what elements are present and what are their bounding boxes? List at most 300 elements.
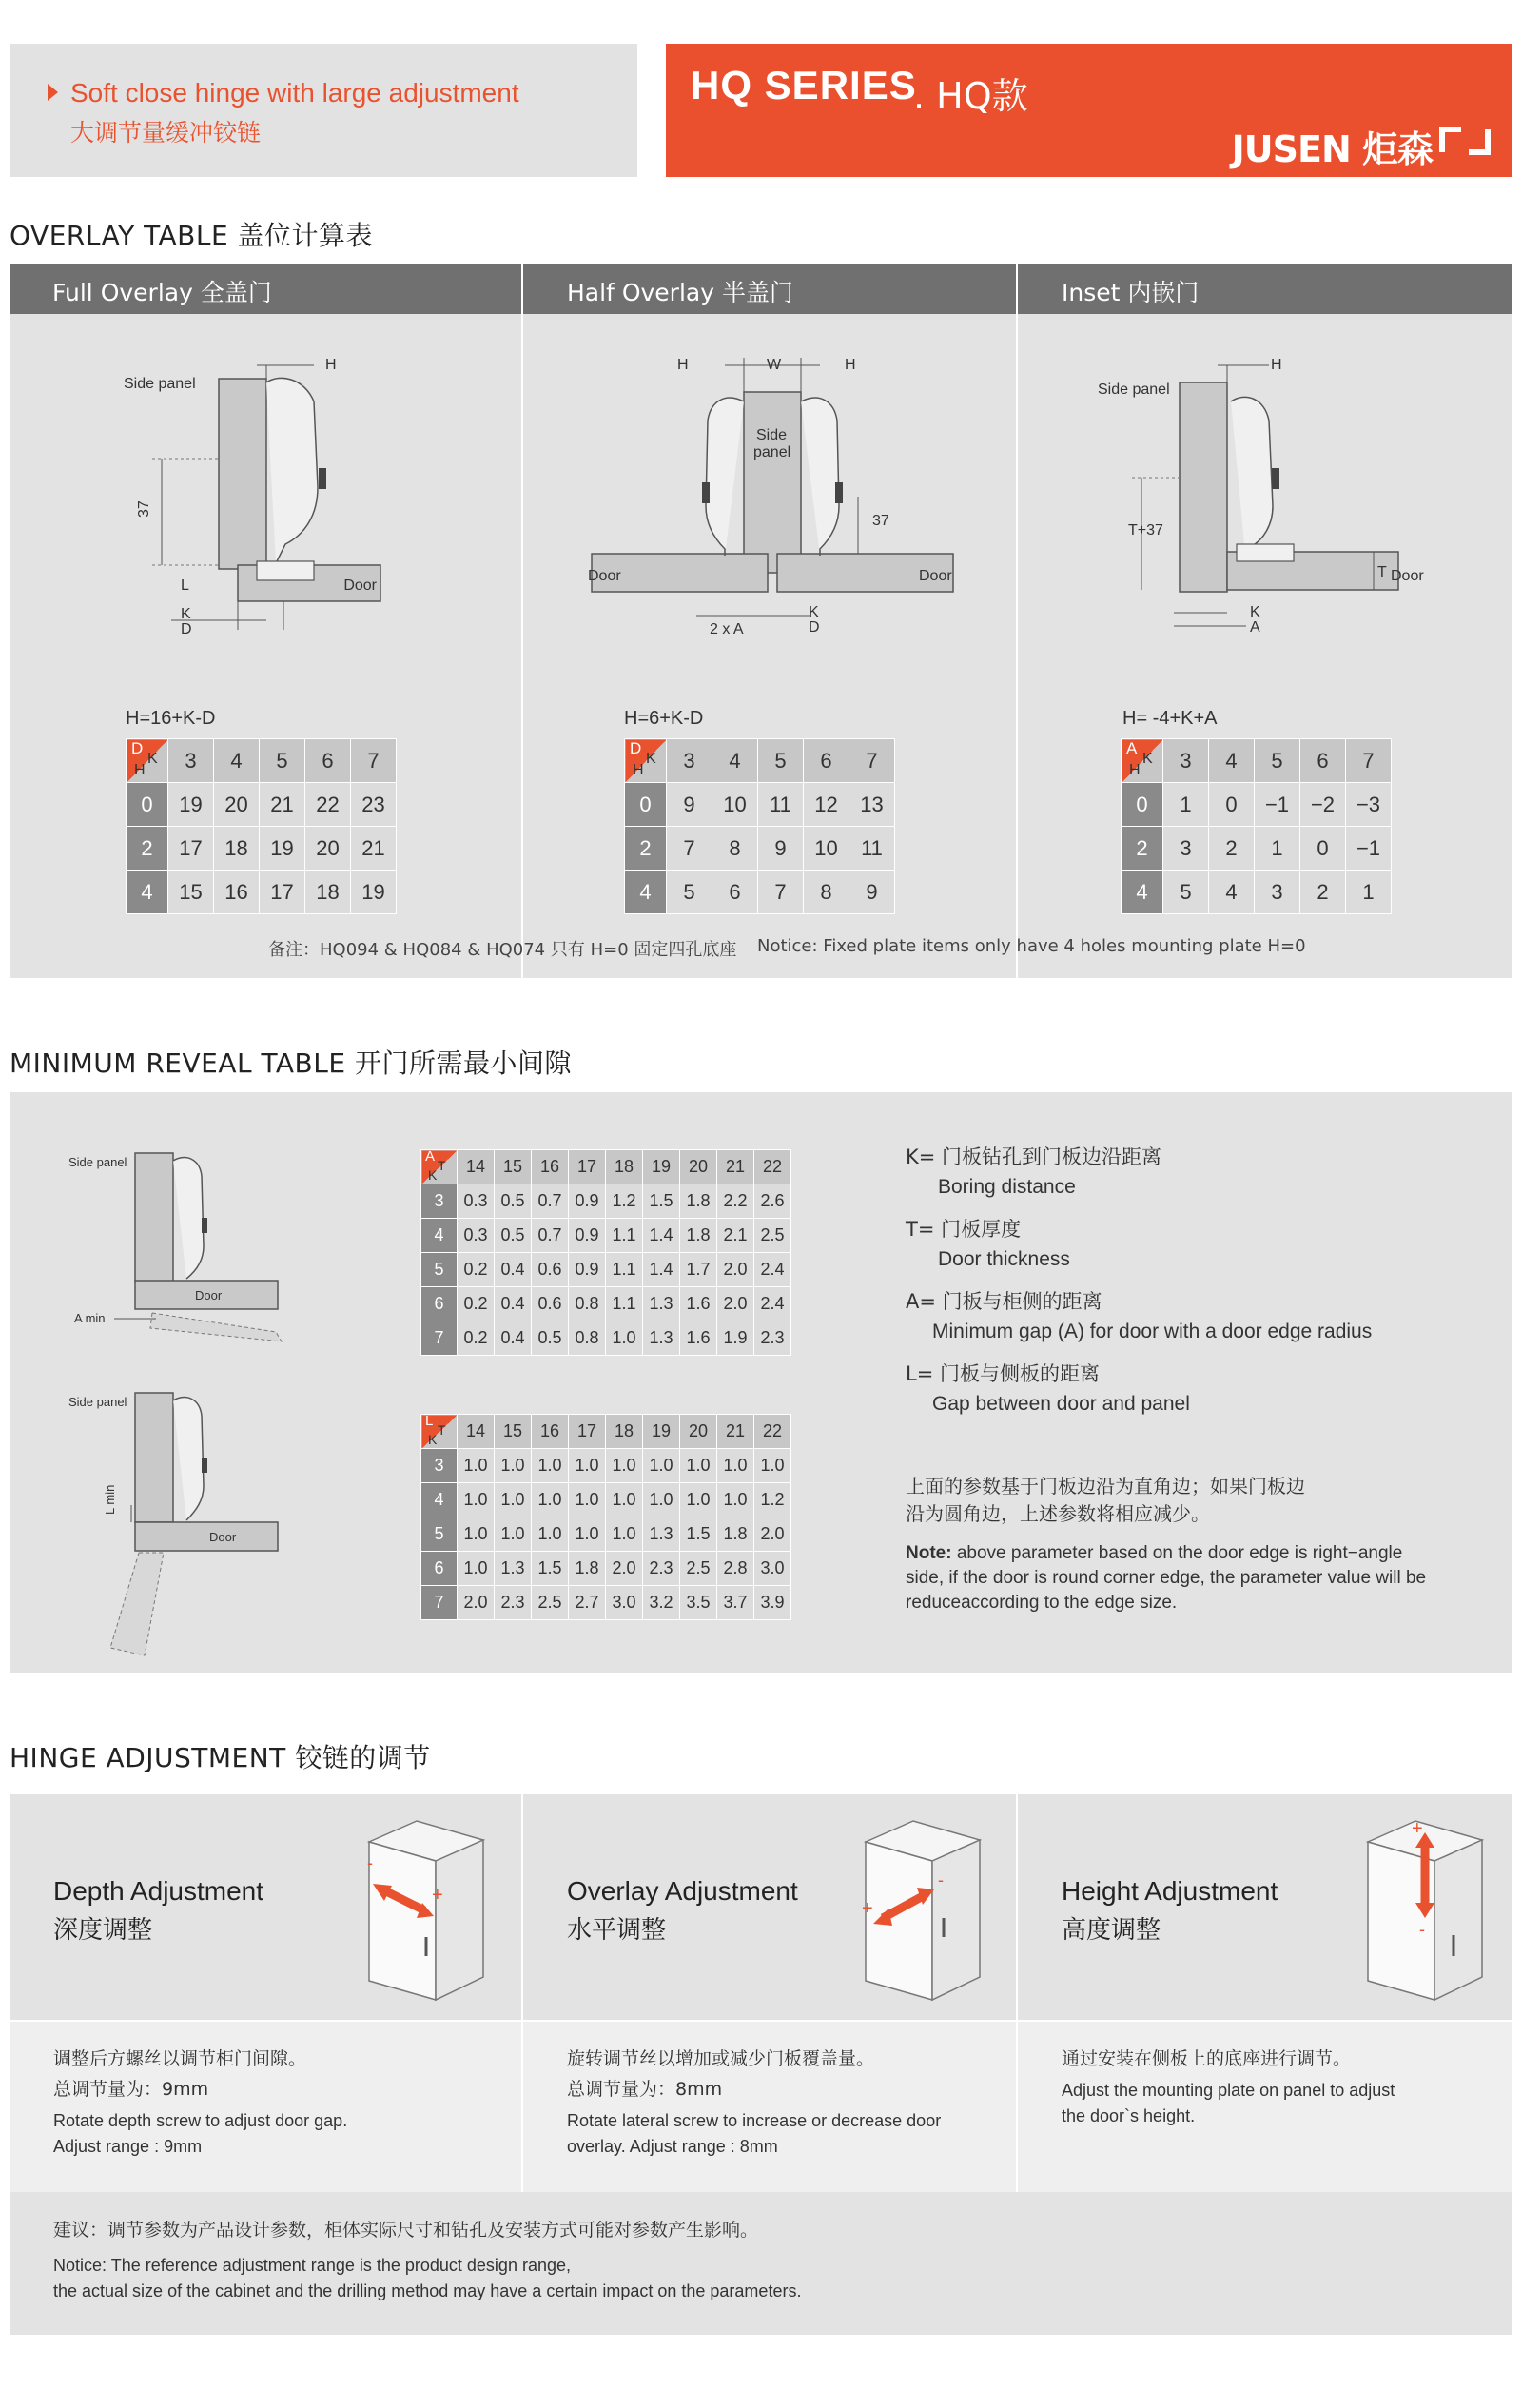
door-label: Door (195, 1288, 223, 1302)
table-cell: 0.5 (495, 1184, 532, 1219)
full-overlay-diagram (114, 344, 380, 649)
table-corner-cell (421, 1150, 458, 1184)
table-cell: 2.0 (717, 1253, 754, 1287)
full-overlay-formula: H=16+K-D (126, 708, 216, 729)
door-label: Door (343, 578, 377, 594)
h-label: H (325, 357, 337, 373)
column-header: 3 (1163, 739, 1209, 783)
subtitle-en: Soft close hinge with large adjustment (70, 78, 519, 108)
height-description: 通过安装在侧板上的底座进行调节。 Adjust the mounting plate on panel to adjust the door`s height. (1062, 2048, 1395, 2125)
half-overlay-diagram (582, 344, 963, 649)
table-cell: 17 (168, 827, 214, 871)
row-header: 3 (421, 1184, 458, 1219)
corner-label: K (1142, 751, 1153, 767)
row-header: 5 (421, 1253, 458, 1287)
table-row (421, 1586, 791, 1620)
table-cell: 2.6 (754, 1184, 791, 1219)
depth-title-cn: 深度调整 (53, 1916, 153, 1945)
table-cell: 0.9 (569, 1253, 606, 1287)
column-header: 5 (260, 739, 305, 783)
table-cell: 1.0 (606, 1449, 643, 1483)
half-overlay-label: Half Overlay 半盖门 (567, 279, 793, 306)
plus-sign: + (432, 1885, 443, 1906)
a-min-label: A min (74, 1311, 106, 1325)
row-header: 6 (421, 1552, 458, 1586)
column-header: 17 (569, 1415, 606, 1449)
column-header: 20 (680, 1415, 717, 1449)
table-cell: 1 (1163, 783, 1209, 827)
l-label: L (181, 578, 189, 594)
column-header: 7 (1346, 739, 1392, 783)
table-cell: 1.8 (569, 1552, 606, 1586)
row-header: 0 (1122, 783, 1163, 827)
table-cell: 1.0 (458, 1449, 495, 1483)
table-cell: 3 (1163, 827, 1209, 871)
row-header: 4 (1122, 871, 1163, 914)
table-cell: 1.3 (643, 1517, 680, 1552)
column-header: 6 (305, 739, 351, 783)
table-cell: 0 (1300, 827, 1346, 871)
table-cell: 3.0 (606, 1586, 643, 1620)
table-cell: 0.3 (458, 1184, 495, 1219)
l-min-label: L min (103, 1484, 117, 1515)
corner-label: K (646, 751, 656, 767)
column-header: 14 (458, 1415, 495, 1449)
table-cell: 1.5 (532, 1552, 569, 1586)
table-cell: 1.2 (606, 1184, 643, 1219)
table-cell: 1.0 (717, 1449, 754, 1483)
table-cell: 2.8 (717, 1552, 754, 1586)
table-corner-cell (625, 739, 667, 783)
table-cell: 19 (260, 827, 305, 871)
table-cell: 12 (804, 783, 849, 827)
table-cell: 1.4 (643, 1219, 680, 1253)
corner-label: A (1126, 739, 1138, 757)
panel-label: panel (753, 444, 791, 460)
table-row (625, 827, 895, 871)
table-cell: 0.9 (569, 1219, 606, 1253)
table-cell: 2.4 (754, 1287, 791, 1321)
table-cell: 8 (712, 827, 758, 871)
table-cell: 3.5 (680, 1586, 717, 1620)
column-header: 22 (754, 1415, 791, 1449)
table-cell: −1 (1346, 827, 1392, 871)
corner-label: T (438, 1158, 446, 1173)
table-cell: 1.1 (606, 1287, 643, 1321)
table-cell: 1.0 (495, 1517, 532, 1552)
side-panel-label: Side panel (68, 1395, 127, 1409)
half-overlay-table (624, 738, 895, 914)
l-min-diagram (57, 1381, 285, 1657)
reveal-note-cn: 上面的参数基于门板边沿为直角边；如果门板边 沿为圆角边，上述参数将相应减少。 (906, 1475, 1305, 1525)
table-row (421, 1253, 791, 1287)
table-row (421, 1483, 791, 1517)
column-header: 7 (351, 739, 397, 783)
adjust-footer: 建议：调节参数为产品设计参数，柜体实际尺寸和钻孔及安装方式可能对参数产生影响。 Notice: The reference adjustment range is the product design range, the actual size of the cabinet and the drilling method may have a certain impact on the parameters. (53, 2220, 802, 2300)
table-cell: 0.4 (495, 1321, 532, 1356)
column-divider (1016, 1794, 1018, 2192)
table-cell: 3.9 (754, 1586, 791, 1620)
table-cell: 0.8 (569, 1287, 606, 1321)
table-cell: 3.2 (643, 1586, 680, 1620)
column-header: 3 (667, 739, 712, 783)
table-cell: 0.8 (569, 1321, 606, 1356)
table-cell: 9 (849, 871, 895, 914)
table-row (421, 1517, 791, 1552)
height-title-cn: 高度调整 (1062, 1916, 1161, 1945)
depth-cabinet-icon (360, 1813, 493, 2004)
column-divider (1016, 264, 1018, 978)
table-cell: 19 (351, 871, 397, 914)
table-cell: 1.1 (606, 1219, 643, 1253)
table-row (127, 827, 397, 871)
table-cell: 20 (305, 827, 351, 871)
table-cell: 3.7 (717, 1586, 754, 1620)
table-cell: 0.2 (458, 1287, 495, 1321)
table-cell: 0.6 (532, 1287, 569, 1321)
overlay-section-title: OVERLAY TABLE 盖位计算表 (10, 220, 374, 251)
table-corner-cell (127, 739, 168, 783)
reveal-note-en: Note: above parameter based on the door edge is right−angle side, if the door is round corner edge, the parameter value will be reduceaccording to the edge size. (906, 1543, 1427, 1613)
inset-label: Inset 内嵌门 (1062, 279, 1200, 306)
table-cell: 22 (305, 783, 351, 827)
full-overlay-label: Full Overlay 全盖门 (52, 279, 272, 306)
table-row (421, 1287, 791, 1321)
table-cell: 1.0 (643, 1449, 680, 1483)
row-header: 4 (625, 871, 667, 914)
header-subtitle-box (10, 44, 637, 177)
table-cell: 0 (1209, 783, 1255, 827)
brand-logo: JUSEN 炬森 (1231, 128, 1433, 170)
column-header: 22 (754, 1150, 791, 1184)
table-cell: 1.0 (532, 1483, 569, 1517)
table-cell: 0.5 (495, 1219, 532, 1253)
t-label: T (1377, 564, 1387, 580)
row-header: 7 (421, 1586, 458, 1620)
column-header: 19 (643, 1150, 680, 1184)
table-cell: 2 (1209, 827, 1255, 871)
column-header: 16 (532, 1415, 569, 1449)
table-corner-cell (421, 1415, 458, 1449)
table-cell: 1.0 (569, 1449, 606, 1483)
two-a-label: 2 x A (710, 621, 744, 637)
overlay-description: 旋转调节丝以增加或减少门板覆盖量。 总调节量为：8mm Rotate lateral screw to increase or decrease door overlay. Adjust range : 8mm (567, 2048, 942, 2156)
table-cell: 1.0 (569, 1517, 606, 1552)
plus-sign: + (862, 1898, 873, 1919)
row-header: 6 (421, 1287, 458, 1321)
door-label: Door (919, 568, 952, 584)
column-divider (521, 1794, 523, 2192)
column-header: 4 (712, 739, 758, 783)
column-header: 14 (458, 1150, 495, 1184)
corner-label: K (147, 751, 158, 767)
table-cell: 1.4 (643, 1253, 680, 1287)
minus-sign: - (367, 1853, 373, 1872)
height-title: Height Adjustment (1062, 1876, 1278, 1906)
table-cell: 5 (667, 871, 712, 914)
l-min-table (420, 1414, 791, 1620)
h-label: H (677, 357, 689, 373)
t37-label: T+37 (1128, 522, 1163, 538)
row-header: 0 (625, 783, 667, 827)
table-cell: 2.0 (458, 1586, 495, 1620)
table-cell: 2.0 (717, 1287, 754, 1321)
table-cell: 1.3 (495, 1552, 532, 1586)
table-cell: 2.4 (754, 1253, 791, 1287)
door-label: Door (209, 1530, 237, 1544)
table-row (625, 871, 895, 914)
full-overlay-table (126, 738, 397, 914)
table-cell: 7 (667, 827, 712, 871)
minus-sign: - (938, 1870, 944, 1889)
inset-diagram (1088, 344, 1424, 649)
h-label: H (845, 357, 856, 373)
table-cell: 0.6 (532, 1253, 569, 1287)
definition-l: L= 门板与侧板的距离 Gap between door and panel (906, 1362, 1190, 1415)
table-cell: 0.5 (532, 1321, 569, 1356)
table-cell: −3 (1346, 783, 1392, 827)
reveal-section-title: MINIMUM REVEAL TABLE 开门所需最小间隙 (10, 1047, 572, 1079)
d-label: D (181, 621, 192, 637)
table-cell: 1.8 (717, 1517, 754, 1552)
table-cell: 2 (1300, 871, 1346, 914)
table-cell: 0.7 (532, 1219, 569, 1253)
table-cell: 2.7 (569, 1586, 606, 1620)
row-header: 4 (127, 871, 168, 914)
corner-label: T (438, 1422, 446, 1438)
table-cell: 0.2 (458, 1253, 495, 1287)
corner-label: K (428, 1167, 438, 1183)
column-header: 20 (680, 1150, 717, 1184)
k-label: K (809, 604, 819, 620)
table-cell: 1.8 (680, 1184, 717, 1219)
a-min-table (420, 1149, 791, 1356)
height-cabinet-icon (1358, 1813, 1492, 2004)
table-cell: 2.2 (717, 1184, 754, 1219)
table-cell: 1.0 (606, 1517, 643, 1552)
overlay-adj-title: Overlay Adjustment (567, 1876, 798, 1906)
corner-label: H (134, 762, 146, 778)
corner-label: A (425, 1148, 436, 1165)
row-divider (10, 2020, 1512, 2022)
table-cell: 3.0 (754, 1552, 791, 1586)
row-header: 4 (421, 1483, 458, 1517)
corner-label: D (131, 739, 144, 757)
d-label: D (809, 619, 820, 636)
column-divider (521, 264, 523, 978)
definition-a: A= 门板与柜侧的距离 Minimum gap (A) for door with a door edge radius (906, 1290, 1373, 1342)
table-corner-cell (1122, 739, 1163, 783)
table-cell: 1.5 (680, 1517, 717, 1552)
table-cell: 1.0 (680, 1449, 717, 1483)
table-cell: 10 (712, 783, 758, 827)
inset-formula: H= -4+K+A (1122, 708, 1218, 729)
overlay-cabinet-icon (856, 1813, 989, 2004)
k-label: K (1250, 604, 1260, 620)
table-cell: 1.6 (680, 1287, 717, 1321)
table-cell: 6 (712, 871, 758, 914)
door-label: Door (1391, 568, 1424, 584)
series-title: HQ SERIES (691, 63, 917, 108)
table-row (421, 1321, 791, 1356)
table-cell: 1.0 (680, 1483, 717, 1517)
column-header: 18 (606, 1150, 643, 1184)
h-label: H (1271, 357, 1282, 373)
notice-cn: 备注：HQ094 & HQ084 & HQ074 只有 H=0 固定四孔底座 (268, 940, 737, 960)
table-cell: 1.0 (458, 1483, 495, 1517)
corner-label: H (633, 762, 644, 778)
column-header: 21 (717, 1150, 754, 1184)
table-cell: 1.3 (643, 1321, 680, 1356)
table-cell: 1.5 (643, 1184, 680, 1219)
column-header: 3 (168, 739, 214, 783)
column-header: 5 (1255, 739, 1300, 783)
table-row (421, 1449, 791, 1483)
table-cell: 1.2 (754, 1483, 791, 1517)
table-cell: 7 (758, 871, 804, 914)
table-cell: 4 (1209, 871, 1255, 914)
column-header: 15 (495, 1415, 532, 1449)
table-cell: 18 (305, 871, 351, 914)
row-header: 4 (421, 1219, 458, 1253)
minus-sign: - (1419, 1920, 1425, 1939)
table-cell: 1.0 (458, 1552, 495, 1586)
table-cell: 1.0 (532, 1449, 569, 1483)
column-header: 15 (495, 1150, 532, 1184)
table-cell: 0.4 (495, 1253, 532, 1287)
table-cell: 20 (214, 783, 260, 827)
adjust-section-title: HINGE ADJUSTMENT 铰链的调节 (10, 1742, 431, 1773)
row-header: 5 (421, 1517, 458, 1552)
table-cell: 2.0 (754, 1517, 791, 1552)
series-title-cn: . HQ款 (913, 75, 1028, 117)
column-header: 21 (717, 1415, 754, 1449)
table-cell: 1.1 (606, 1253, 643, 1287)
table-row (1122, 783, 1392, 827)
w-label: W (767, 357, 782, 373)
table-cell: 16 (214, 871, 260, 914)
table-cell: 1.0 (495, 1449, 532, 1483)
table-cell: 11 (849, 827, 895, 871)
table-cell: 0.2 (458, 1321, 495, 1356)
depth-title: Depth Adjustment (53, 1876, 264, 1906)
brand-mark-icon (1440, 124, 1490, 158)
table-cell: 1 (1346, 871, 1392, 914)
table-row (127, 783, 397, 827)
table-cell: 1.0 (606, 1321, 643, 1356)
notice-en: Notice: Fixed plate items only have 4 holes mounting plate H=0 (757, 936, 1306, 956)
definition-t: T= 门板厚度 Door thickness (906, 1218, 1070, 1270)
table-cell: 2.3 (643, 1552, 680, 1586)
table-cell: 19 (168, 783, 214, 827)
definitions-list (906, 1142, 1495, 1431)
column-header: 6 (1300, 739, 1346, 783)
table-row (421, 1219, 791, 1253)
k-label: K (181, 606, 191, 622)
table-cell: 1.8 (680, 1219, 717, 1253)
table-cell: 10 (804, 827, 849, 871)
dim-37-label: 37 (872, 513, 889, 529)
table-cell: 0.4 (495, 1287, 532, 1321)
column-header: 7 (849, 739, 895, 783)
table-cell: 1.0 (569, 1483, 606, 1517)
table-cell: 1.0 (495, 1483, 532, 1517)
definition-k: K= 门板钻孔到门板边沿距离 Boring distance (906, 1145, 1162, 1198)
table-cell: 2.3 (495, 1586, 532, 1620)
side-panel-label: Side panel (1098, 382, 1170, 398)
row-header: 7 (421, 1321, 458, 1356)
corner-label: H (1129, 762, 1141, 778)
table-cell: 2.5 (680, 1552, 717, 1586)
row-header: 2 (1122, 827, 1163, 871)
table-cell: 13 (849, 783, 895, 827)
triangle-bullet-icon (48, 84, 58, 101)
column-header: 19 (643, 1415, 680, 1449)
table-cell: −2 (1300, 783, 1346, 827)
table-cell: 1.7 (680, 1253, 717, 1287)
door-label: Door (588, 568, 621, 584)
table-row (625, 783, 895, 827)
table-cell: 1.0 (458, 1517, 495, 1552)
table-cell: 1.0 (532, 1517, 569, 1552)
table-cell: 5 (1163, 871, 1209, 914)
table-cell: 0.3 (458, 1219, 495, 1253)
table-cell: 2.5 (532, 1586, 569, 1620)
corner-label: D (630, 739, 642, 757)
table-cell: 8 (804, 871, 849, 914)
table-cell: 1 (1255, 827, 1300, 871)
table-row (1122, 871, 1392, 914)
table-cell: 1.0 (643, 1483, 680, 1517)
inset-table (1121, 738, 1392, 914)
table-cell: 17 (260, 871, 305, 914)
table-cell: 2.0 (606, 1552, 643, 1586)
a-min-diagram (57, 1142, 285, 1341)
table-row (127, 871, 397, 914)
row-header: 3 (421, 1449, 458, 1483)
table-cell: 2.5 (754, 1219, 791, 1253)
table-cell: 23 (351, 783, 397, 827)
table-cell: 1.3 (643, 1287, 680, 1321)
table-row (421, 1552, 791, 1586)
table-cell: 15 (168, 871, 214, 914)
column-header: 18 (606, 1415, 643, 1449)
table-cell: 9 (758, 827, 804, 871)
table-cell: 21 (351, 827, 397, 871)
adjust-top-panel (10, 1794, 1512, 2021)
dim-37-label: 37 (136, 500, 152, 518)
table-cell: 1.9 (717, 1321, 754, 1356)
row-header: 2 (127, 827, 168, 871)
row-header: 0 (127, 783, 168, 827)
table-cell: 2.3 (754, 1321, 791, 1356)
table-cell: 1.6 (680, 1321, 717, 1356)
subtitle-cn: 大调节量缓冲铰链 (70, 119, 262, 147)
table-cell: −1 (1255, 783, 1300, 827)
side-panel-label: Side panel (124, 376, 196, 392)
corner-label: K (428, 1432, 438, 1447)
a-label: A (1250, 619, 1260, 636)
column-header: 4 (214, 739, 260, 783)
table-cell: 21 (260, 783, 305, 827)
table-cell: 0.9 (569, 1184, 606, 1219)
table-cell: 9 (667, 783, 712, 827)
side-panel-label: Side panel (68, 1155, 127, 1169)
column-header: 6 (804, 739, 849, 783)
corner-label: L (425, 1413, 434, 1429)
row-header: 2 (625, 827, 667, 871)
overlay-adj-title-cn: 水平调整 (567, 1916, 667, 1945)
